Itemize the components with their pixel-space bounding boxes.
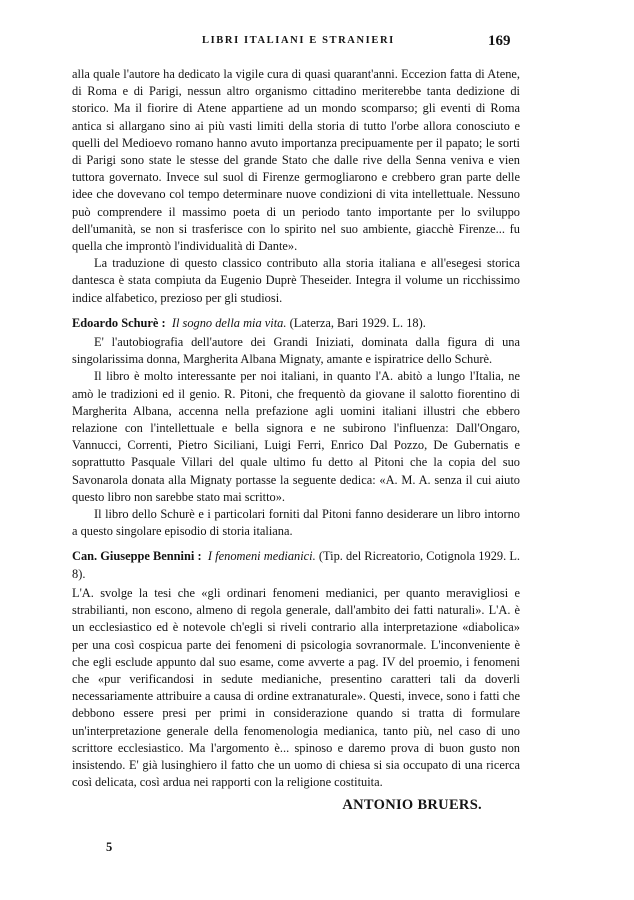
page-body [72, 66, 520, 814]
review-book-title: I fenomeni medianici. [207, 549, 316, 564]
review-author: Edoardo Schurè : [72, 315, 166, 330]
review-schure [72, 315, 520, 541]
continued-paragraph: alla quale l'autore ha dedicato la vigile cura di quasi quarant'anni. Eccezion fatta di Atene, di Roma e di Parigi, nessun altro organismo cittadino meriterebbe tanta dedizione di storico. Ma il fiorire di Atene appartiene ad un mondo scomparso; gli eventi di Roma antica si allargano sino ai più vasti limiti della storia di tutto l'orbe allora conosciuto e quelli del Medioevo romano hanno avuto importanza precipuamente per il papato; le sorti di Parigi sono state le stesse del grande Stato che dalle rive della Senna veniva e vien tuttora governato. Invece sul suol di Firenze germogliarono e crebbero gran parte delle idee che dovevano col tempo determinare nuove condizioni di vita intellettuale. Nessuno può comprendere il massimo poeta di un periodo tanto importante per lo sviluppo dell'umanità, se non si trasferisce con lo spirito nel suo ambiente, giacchè Firenze... fu quella che improntò l'individualità di Dante». [72, 67, 520, 254]
review-publisher: (Tip. del Ricreatorio, Cotignola 1929. L. 8). [72, 549, 520, 581]
signature-mark: 5 [106, 840, 113, 854]
review-publisher: (Laterza, Bari 1929. L. 18). [289, 315, 426, 330]
review-author: Can. Giuseppe Bennini : [72, 549, 202, 564]
translation-paragraph: La traduzione di questo classico contributo alla storia italiana e all'esegesi storica dantesca è stata compiuta da Eugenio Duprè Theseider. Integra il volume un ricchissimo indice alfabetico, prezioso per gli studiosi. [72, 256, 520, 305]
page-number: 169 [488, 33, 511, 49]
review-heading [72, 548, 520, 582]
review-bennini [72, 548, 520, 791]
review-heading [72, 315, 520, 332]
review-paragraph: E' l'autobiografia dell'autore dei Grandi Iniziati, dominata dalla figura di una singolarissima donna, Margherita Albana Mignaty, amante e ispiratrice dello Schurè. [72, 335, 520, 367]
running-title: LIBRI ITALIANI E STRANIERI [202, 35, 395, 46]
review-paragraph: L'A. svolge la tesi che «gli ordinari fenomeni medianici, per quanto meravigliosi e strabilianti, non escono, almeno di regola generale, dall'ambito dei fatti naturali». L'A. è un ecclesiastico ed è notevole ch'egli si riveli contrario alla interpretazione «diabolica» per una così cospicua parte dei fenomeni di psicologia sovranormale. L'inconveniente è che egli esclude appunto dal suo esame, come avverte a pag. IV del proemio, i fenomeni che «pur verificandosi in sedute medianiche, presentino caratteri tali da doverli necessariamente attribuire a causa di ordine extranaturale». Questi, invece, sono i fatti che debbono essere presi per primi in considerazione quando si tratta di formulare un'interpretazione generale della fenomenologia medianica, tanto più, nel caso di uno scrittore ecclesiastico. Ma l'argomento è... spinoso e daremo prova di buon gusto non insistendo. E' già lusinghiero il fatto che un uomo di chiesa si sia occupato di una ricerca così delicata, così ardua nei rapporti con la religione costituita. [72, 585, 520, 790]
review-book-title: Il sogno della mia vita. [171, 315, 287, 330]
page-header [0, 33, 634, 53]
review-paragraph: Il libro dello Schurè e i particolari forniti dal Pitoni fanno desiderare un libro intorno a questo singolare episodio di storia italiana. [72, 507, 520, 539]
review-paragraph: Il libro è molto interessante per noi italiani, in quanto l'A. abitò a lungo l'Italia, ne amò le tradizioni ed il genio. R. Pitoni, che frequentò da giovane il salotto fiorentino di Margherita Albana, accenna nella prefazione agli uomini italiani illustri che ebbero relazione con l'intellettuale e bella signora e ne subirono l'influenza: Dall'Ongaro, Vannucci, Correnti, Pietro Siciliani, Luigi Ferri, Enrico Dal Pozzo, De Gubernatis e soprattutto Pasquale Villari del quale ultimo fu detto al Pitoni che la copia del suo Savonarola donata alla Mignaty portasse la seguente dedica: «A. M. A. senza il cui aiuto questo libro non sarebbe stato mai scritto». [72, 369, 520, 504]
author-signature: ANTONIO BRUERS. [342, 797, 482, 814]
